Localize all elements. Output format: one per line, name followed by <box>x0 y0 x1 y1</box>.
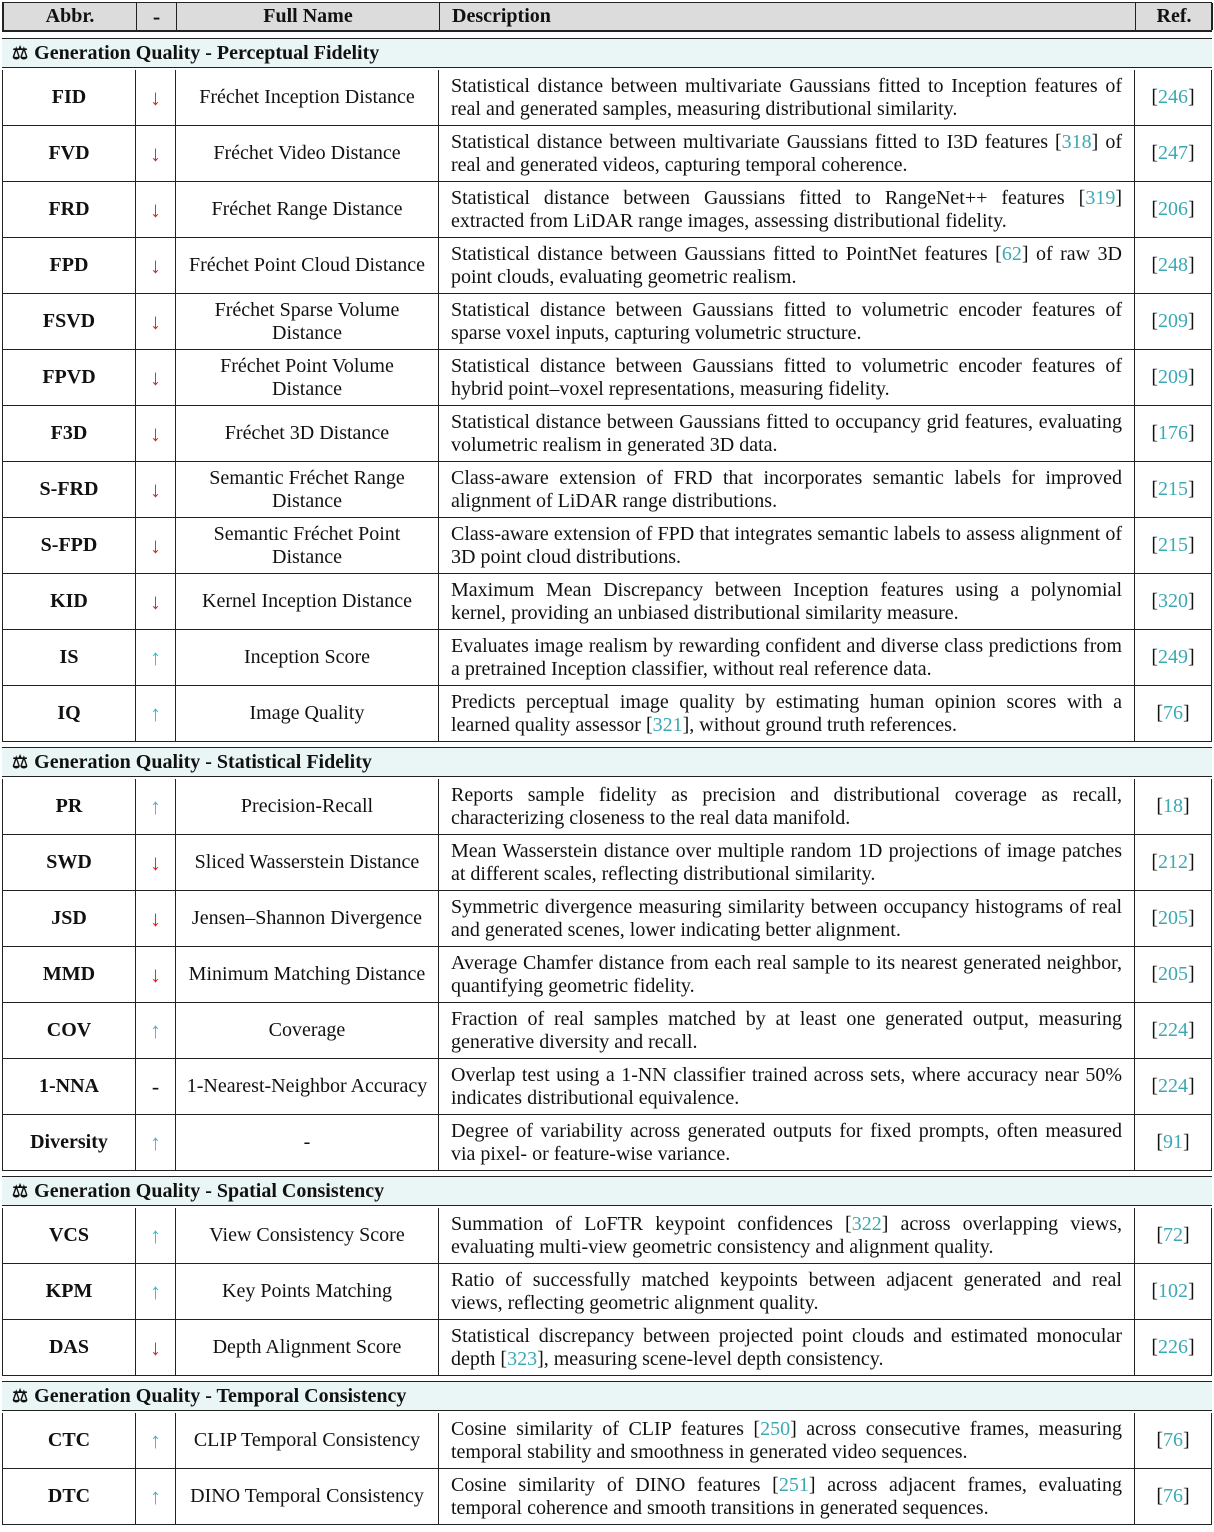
metric-full-name: Fréchet Sparse Volume Distance <box>176 294 439 349</box>
table-row <box>2 779 1212 835</box>
table-row <box>2 406 1212 462</box>
reference-link[interactable]: 224 <box>1158 1075 1188 1097</box>
metric-description: Cosine similarity of CLIP features [250] across consecutive frames, measuring temporal stability and smoothness in generated video sequences. <box>439 1413 1135 1468</box>
metric-description: Statistical distance between multivariate Gaussians fitted to I3D features [318] of real and generated videos, capturing temporal coherence. <box>439 126 1135 181</box>
metric-description: Statistical distance between Gaussians fitted to RangeNet++ features [319] extracted from LiDAR range images, assessing distributional fidelity. <box>439 182 1135 237</box>
metric-direction <box>136 462 176 517</box>
arrow-up-icon: ↑ <box>150 645 161 670</box>
section-title: Generation Quality - Statistical Fidelity <box>34 751 372 773</box>
metric-full-name: Sliced Wasserstein Distance <box>176 835 439 890</box>
metric-full-name: Image Quality <box>176 686 439 741</box>
reference-link[interactable]: 91 <box>1163 1131 1183 1153</box>
header-abbr: Abbr. <box>3 3 137 30</box>
table-header <box>2 2 1212 32</box>
metric-direction <box>136 182 176 237</box>
metric-abbr: FVD <box>2 126 136 181</box>
section-title: Generation Quality - Temporal Consistency <box>34 1385 407 1407</box>
reference-link[interactable]: 320 <box>1158 590 1188 612</box>
header-description: Description <box>440 3 1136 30</box>
arrow-up-icon: ↑ <box>150 1018 161 1043</box>
metric-direction <box>136 294 176 349</box>
arrow-down-icon: ↓ <box>150 589 161 614</box>
metric-description: Summation of LoFTR keypoint confidences [322] across overlapping views, evaluating multi-view geometric consistency and alignment quality. <box>439 1208 1135 1263</box>
table-row <box>2 182 1212 238</box>
arrow-up-icon: ↑ <box>150 1130 161 1155</box>
metric-ref: [ 247 ] <box>1135 126 1212 181</box>
arrow-down-icon: ↓ <box>150 197 161 222</box>
metric-description: Statistical distance between Gaussians fitted to PointNet features [62] of raw 3D point clouds, evaluating geometric realism. <box>439 238 1135 293</box>
metric-full-name: Coverage <box>176 1003 439 1058</box>
metric-ref: [ 72 ] <box>1135 1208 1212 1263</box>
metric-abbr: FPVD <box>2 350 136 405</box>
metric-ref: [ 224 ] <box>1135 1059 1212 1114</box>
metric-ref: [ 205 ] <box>1135 947 1212 1002</box>
metric-description: Mean Wasserstein distance over multiple random 1D projections of image patches at different scales, reflecting distributional similarity. <box>439 835 1135 890</box>
metric-abbr: KID <box>2 574 136 629</box>
arrow-down-icon: ↓ <box>150 85 161 110</box>
metric-description: Fraction of real samples matched by at least one generated output, measuring generative diversity and recall. <box>439 1003 1135 1058</box>
metric-abbr: CTC <box>2 1413 136 1468</box>
metric-ref: [ 206 ] <box>1135 182 1212 237</box>
reference-link[interactable]: 206 <box>1158 198 1188 220</box>
balance-scale-icon: ⚖ <box>12 752 29 772</box>
metric-direction <box>136 686 176 741</box>
arrow-down-icon: ↓ <box>150 962 161 987</box>
citation-link[interactable]: 319 <box>1085 186 1116 209</box>
metric-abbr: COV <box>2 1003 136 1058</box>
metric-ref: [ 226 ] <box>1135 1320 1212 1375</box>
reference-link[interactable]: 248 <box>1158 254 1188 276</box>
metric-ref: [ 76 ] <box>1135 686 1212 741</box>
metric-ref: [ 212 ] <box>1135 835 1212 890</box>
balance-scale-icon: ⚖ <box>12 1386 29 1406</box>
table-row <box>2 1413 1212 1469</box>
metric-full-name: - <box>176 1115 439 1170</box>
table-row <box>2 947 1212 1003</box>
table-row <box>2 835 1212 891</box>
metric-description: Evaluates image realism by rewarding confident and diverse class predictions from a pretrained Inception classifier, without real reference data. <box>439 630 1135 685</box>
metric-abbr: IS <box>2 630 136 685</box>
metric-full-name: Fréchet 3D Distance <box>176 406 439 461</box>
metric-direction <box>136 1208 176 1263</box>
metric-full-name: Fréchet Video Distance <box>176 126 439 181</box>
metric-abbr: SWD <box>2 835 136 890</box>
metric-abbr: MMD <box>2 947 136 1002</box>
metric-abbr: PR <box>2 779 136 834</box>
balance-scale-icon: ⚖ <box>12 43 29 63</box>
table-row <box>2 126 1212 182</box>
citation-link[interactable]: 322 <box>851 1212 882 1235</box>
metric-direction <box>136 126 176 181</box>
metric-ref: [ 102 ] <box>1135 1264 1212 1319</box>
section-title: Generation Quality - Perceptual Fidelity <box>34 42 380 64</box>
metric-ref: [ 215 ] <box>1135 518 1212 573</box>
metric-abbr: DAS <box>2 1320 136 1375</box>
reference-link[interactable]: 249 <box>1158 646 1188 668</box>
metric-abbr: S-FPD <box>2 518 136 573</box>
metric-ref: [ 249 ] <box>1135 630 1212 685</box>
reference-link[interactable]: 76 <box>1163 1485 1183 1507</box>
reference-link[interactable]: 76 <box>1163 702 1183 724</box>
metric-direction <box>136 947 176 1002</box>
metric-direction <box>136 1115 176 1170</box>
reference-link[interactable]: 209 <box>1158 310 1188 332</box>
arrow-down-icon: ↓ <box>150 309 161 334</box>
table-row <box>2 574 1212 630</box>
reference-link[interactable]: 246 <box>1158 86 1188 108</box>
header-ref: Ref. <box>1136 3 1213 30</box>
metric-ref: [ 18 ] <box>1135 779 1212 834</box>
metric-full-name: Semantic Fréchet Point Distance <box>176 518 439 573</box>
direction-none: - <box>151 1074 160 1099</box>
metric-direction <box>136 1003 176 1058</box>
metric-direction <box>136 891 176 946</box>
metric-description: Class-aware extension of FPD that integrates semantic labels to assess alignment of 3D point cloud distributions. <box>439 518 1135 573</box>
reference-link[interactable]: 72 <box>1163 1224 1183 1246</box>
metric-abbr: IQ <box>2 686 136 741</box>
metric-direction <box>136 1059 176 1114</box>
reference-link[interactable]: 215 <box>1158 478 1188 500</box>
metric-full-name: Jensen–Shannon Divergence <box>176 891 439 946</box>
citation-link[interactable]: 251 <box>778 1473 809 1496</box>
arrow-up-icon: ↑ <box>150 701 161 726</box>
metric-abbr: 1-NNA <box>2 1059 136 1114</box>
section-header <box>2 38 1212 68</box>
arrow-down-icon: ↓ <box>150 141 161 166</box>
citation-link[interactable]: 323 <box>507 1347 538 1370</box>
arrow-up-icon: ↑ <box>150 1484 161 1509</box>
metric-abbr: VCS <box>2 1208 136 1263</box>
metric-ref: [ 248 ] <box>1135 238 1212 293</box>
metric-abbr: S-FRD <box>2 462 136 517</box>
metric-ref: [ 76 ] <box>1135 1469 1212 1524</box>
metric-ref: [ 246 ] <box>1135 70 1212 125</box>
metric-description: Reports sample fidelity as precision and distributional coverage as recall, characterizing closeness to the real data manifold. <box>439 779 1135 834</box>
metric-ref: [ 176 ] <box>1135 406 1212 461</box>
metric-description: Average Chamfer distance from each real sample to its nearest generated neighbor, quantifying geometric fidelity. <box>439 947 1135 1002</box>
metric-full-name: Precision-Recall <box>176 779 439 834</box>
table-row <box>2 70 1212 126</box>
table-row <box>2 1208 1212 1264</box>
arrow-down-icon: ↓ <box>150 906 161 931</box>
metric-direction <box>136 1320 176 1375</box>
reference-link[interactable]: 205 <box>1158 907 1188 929</box>
header-full-name: Full Name <box>177 3 440 30</box>
metric-full-name: Inception Score <box>176 630 439 685</box>
metric-full-name: View Consistency Score <box>176 1208 439 1263</box>
metric-description: Maximum Mean Discrepancy between Inception features using a polynomial kernel, providing an unbiased distributional similarity measure. <box>439 574 1135 629</box>
metric-direction <box>136 630 176 685</box>
metric-ref: [ 209 ] <box>1135 294 1212 349</box>
metric-full-name: Kernel Inception Distance <box>176 574 439 629</box>
citation-link[interactable]: 250 <box>760 1417 791 1440</box>
section-title: Generation Quality - Spatial Consistency <box>34 1180 385 1202</box>
balance-scale-icon: ⚖ <box>12 1181 29 1201</box>
header-direction: - <box>137 3 177 30</box>
citation-link[interactable]: 321 <box>652 713 683 736</box>
metric-full-name: Fréchet Point Cloud Distance <box>176 238 439 293</box>
table-row <box>2 238 1212 294</box>
arrow-down-icon: ↓ <box>150 253 161 278</box>
metric-direction <box>136 350 176 405</box>
metric-full-name: Fréchet Inception Distance <box>176 70 439 125</box>
metric-description: Degree of variability across generated outputs for fixed prompts, often measured via pixel- or feature-wise variance. <box>439 1115 1135 1170</box>
table-row <box>2 1115 1212 1171</box>
metric-full-name: Depth Alignment Score <box>176 1320 439 1375</box>
metric-full-name: Fréchet Point Volume Distance <box>176 350 439 405</box>
arrow-down-icon: ↓ <box>150 365 161 390</box>
reference-link[interactable]: 226 <box>1158 1336 1188 1358</box>
metric-direction <box>136 574 176 629</box>
metric-description: Statistical discrepancy between projected point clouds and estimated monocular depth [323], measuring scene-level depth consistency. <box>439 1320 1135 1375</box>
metric-direction <box>136 406 176 461</box>
reference-link[interactable]: 102 <box>1158 1280 1188 1302</box>
reference-link[interactable]: 224 <box>1158 1019 1188 1041</box>
table-row <box>2 686 1212 742</box>
metric-direction <box>136 238 176 293</box>
metric-abbr: Diversity <box>2 1115 136 1170</box>
reference-link[interactable]: 212 <box>1158 851 1188 873</box>
metric-abbr: FID <box>2 70 136 125</box>
metric-abbr: KPM <box>2 1264 136 1319</box>
table-row <box>2 1469 1212 1525</box>
table-row <box>2 294 1212 350</box>
table-row <box>2 891 1212 947</box>
arrow-down-icon: ↓ <box>150 1335 161 1360</box>
section-header <box>2 1381 1212 1411</box>
reference-link[interactable]: 215 <box>1158 534 1188 556</box>
metric-abbr: DTC <box>2 1469 136 1524</box>
metric-full-name: Fréchet Range Distance <box>176 182 439 237</box>
arrow-up-icon: ↑ <box>150 1428 161 1453</box>
metric-full-name: CLIP Temporal Consistency <box>176 1413 439 1468</box>
metric-direction <box>136 1469 176 1524</box>
table-row <box>2 1003 1212 1059</box>
citation-link[interactable]: 62 <box>1001 242 1022 265</box>
metric-description: Statistical distance between Gaussians fitted to volumetric encoder features of hybrid point–voxel representations, measuring fidelity. <box>439 350 1135 405</box>
table-row <box>2 350 1212 406</box>
section-header <box>2 1176 1212 1206</box>
reference-link[interactable]: 18 <box>1163 795 1183 817</box>
table-row <box>2 518 1212 574</box>
metric-ref: [ 205 ] <box>1135 891 1212 946</box>
arrow-up-icon: ↑ <box>150 1279 161 1304</box>
metric-direction <box>136 1264 176 1319</box>
metric-abbr: JSD <box>2 891 136 946</box>
metric-full-name: DINO Temporal Consistency <box>176 1469 439 1524</box>
metric-abbr: FRD <box>2 182 136 237</box>
metric-full-name: 1-Nearest-Neighbor Accuracy <box>176 1059 439 1114</box>
metric-description: Predicts perceptual image quality by estimating human opinion scores with a learned quality assessor [321], without ground truth references. <box>439 686 1135 741</box>
reference-link[interactable]: 247 <box>1158 142 1188 164</box>
metric-abbr: F3D <box>2 406 136 461</box>
metric-description: Overlap test using a 1-NN classifier trained across sets, where accuracy near 50% indicates distributional equivalence. <box>439 1059 1135 1114</box>
arrow-down-icon: ↓ <box>150 477 161 502</box>
reference-link[interactable]: 76 <box>1163 1429 1183 1451</box>
metric-direction <box>136 518 176 573</box>
section-header <box>2 747 1212 777</box>
metric-description: Class-aware extension of FRD that incorporates semantic labels for improved alignment of LiDAR range distributions. <box>439 462 1135 517</box>
metric-full-name: Semantic Fréchet Range Distance <box>176 462 439 517</box>
reference-link[interactable]: 176 <box>1158 422 1188 444</box>
arrow-up-icon: ↑ <box>150 794 161 819</box>
table-row <box>2 1059 1212 1115</box>
metric-ref: [ 215 ] <box>1135 462 1212 517</box>
metric-abbr: FPD <box>2 238 136 293</box>
table-row <box>2 462 1212 518</box>
arrow-up-icon: ↑ <box>150 1223 161 1248</box>
metric-description: Cosine similarity of DINO features [251] across adjacent frames, evaluating temporal coherence and smooth transitions in generated sequences. <box>439 1469 1135 1524</box>
reference-link[interactable]: 205 <box>1158 963 1188 985</box>
metric-description: Statistical distance between Gaussians fitted to occupancy grid features, evaluating volumetric realism in generated 3D data. <box>439 406 1135 461</box>
reference-link[interactable]: 209 <box>1158 366 1188 388</box>
metric-full-name: Key Points Matching <box>176 1264 439 1319</box>
arrow-down-icon: ↓ <box>150 850 161 875</box>
metric-description: Statistical distance between multivariate Gaussians fitted to Inception features of real and generated samples, measuring distributional similarity. <box>439 70 1135 125</box>
metric-description: Statistical distance between Gaussians fitted to volumetric encoder features of sparse voxel inputs, capturing volumetric structure. <box>439 294 1135 349</box>
metric-abbr: FSVD <box>2 294 136 349</box>
metric-direction <box>136 1413 176 1468</box>
metric-description: Symmetric divergence measuring similarity between occupancy histograms of real and generated scenes, lower indicating better alignment. <box>439 891 1135 946</box>
metric-direction <box>136 779 176 834</box>
metric-ref: [ 91 ] <box>1135 1115 1212 1170</box>
metric-direction <box>136 70 176 125</box>
table-row <box>2 1264 1212 1320</box>
metric-ref: [ 76 ] <box>1135 1413 1212 1468</box>
metric-full-name: Minimum Matching Distance <box>176 947 439 1002</box>
arrow-down-icon: ↓ <box>150 421 161 446</box>
arrow-down-icon: ↓ <box>150 533 161 558</box>
metric-direction <box>136 835 176 890</box>
metric-ref: [ 320 ] <box>1135 574 1212 629</box>
table-row <box>2 1320 1212 1376</box>
metric-ref: [ 209 ] <box>1135 350 1212 405</box>
table-row <box>2 630 1212 686</box>
citation-link[interactable]: 318 <box>1061 130 1092 153</box>
metric-description: Ratio of successfully matched keypoints between adjacent generated and real views, reflecting geometric alignment quality. <box>439 1264 1135 1319</box>
metric-ref: [ 224 ] <box>1135 1003 1212 1058</box>
